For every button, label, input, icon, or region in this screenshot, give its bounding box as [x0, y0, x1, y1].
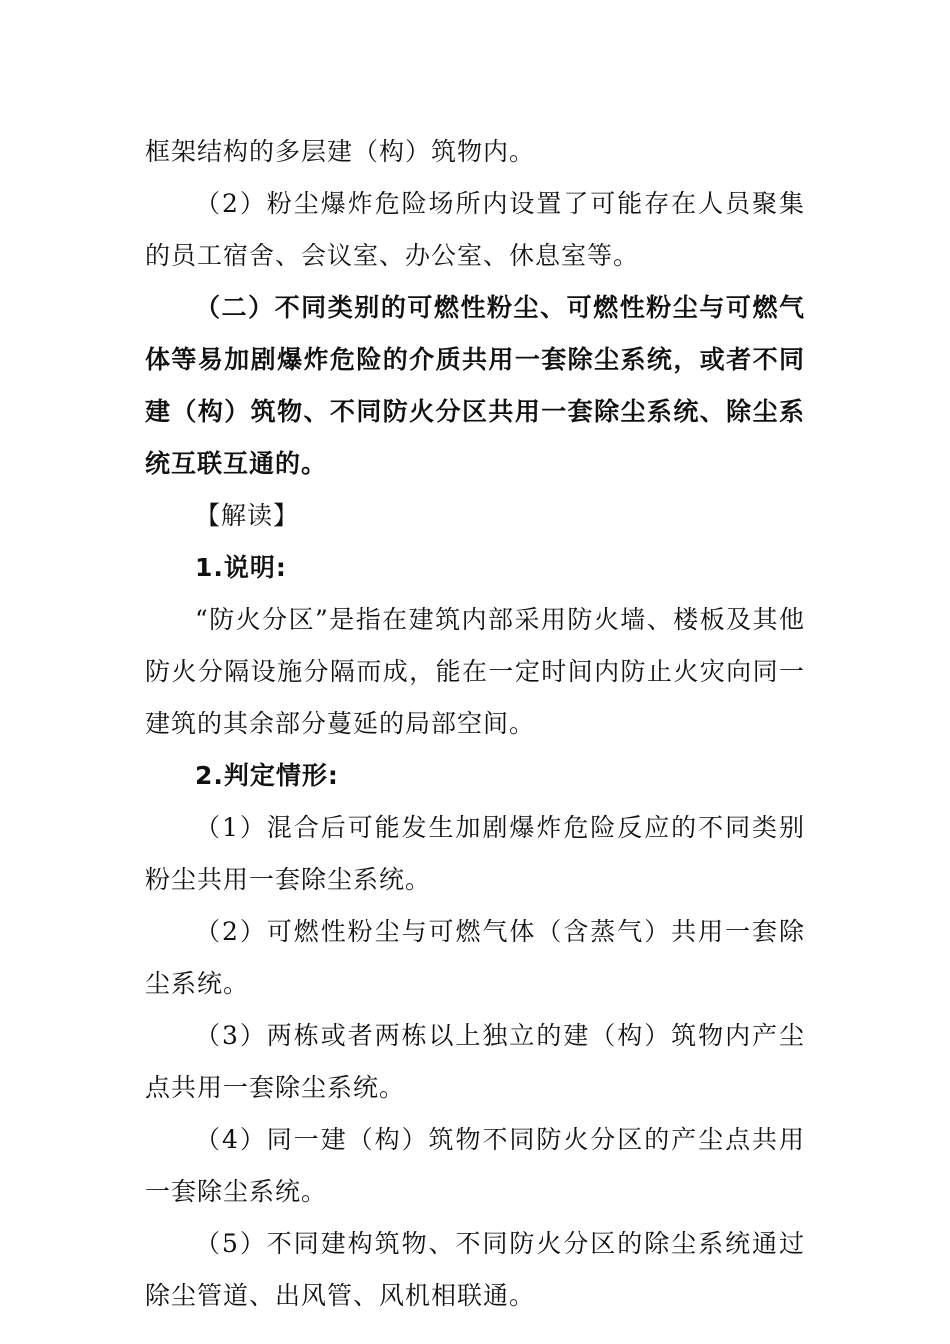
subheading-determination: 2.判定情形:: [195, 761, 339, 790]
paragraph-item-2-gathering: （2）粉尘爆炸危险场所内设置了可能存在人员聚集的员工宿舍、会议室、办公室、休息室等。: [145, 189, 805, 270]
list-item-5: （5）不同建构筑物、不同防火分区的除尘系统通过除尘管道、出风管、风机相联通。: [145, 1229, 805, 1310]
list-item-2: （2）可燃性粉尘与可燃气体（含蒸气）共用一套除尘系统。: [145, 917, 805, 998]
paragraph-fire-compartment-definition: “防火分区”是指在建筑内部采用防火墙、楼板及其他防火分隔设施分隔而成，能在一定时间内防止火灾向同一建筑的其余部分蔓延的局部空间。: [145, 605, 805, 738]
document-body: [145, 126, 805, 1322]
list-item-3: （3）两栋或者两栋以上独立的建（构）筑物内产尘点共用一套除尘系统。: [145, 1021, 805, 1102]
list-item-1: （1）混合后可能发生加剧爆炸危险反应的不同类别粉尘共用一套除尘系统。: [145, 813, 805, 894]
section-heading-two: （二）不同类别的可燃性粉尘、可燃性粉尘与可燃气体等易加剧爆炸危险的介质共用一套除尘系统，或者不同建（构）筑物、不同防火分区共用一套除尘系统、除尘系统互联互通的。: [145, 293, 805, 478]
subheading-explanation: 1.说明:: [195, 553, 287, 582]
paragraph-continuation: 框架结构的多层建（构）筑物内。: [145, 137, 536, 166]
interpretation-label: 【解读】: [195, 501, 300, 530]
list-item-4: （4）同一建（构）筑物不同防火分区的产尘点共用一套除尘系统。: [145, 1125, 805, 1206]
